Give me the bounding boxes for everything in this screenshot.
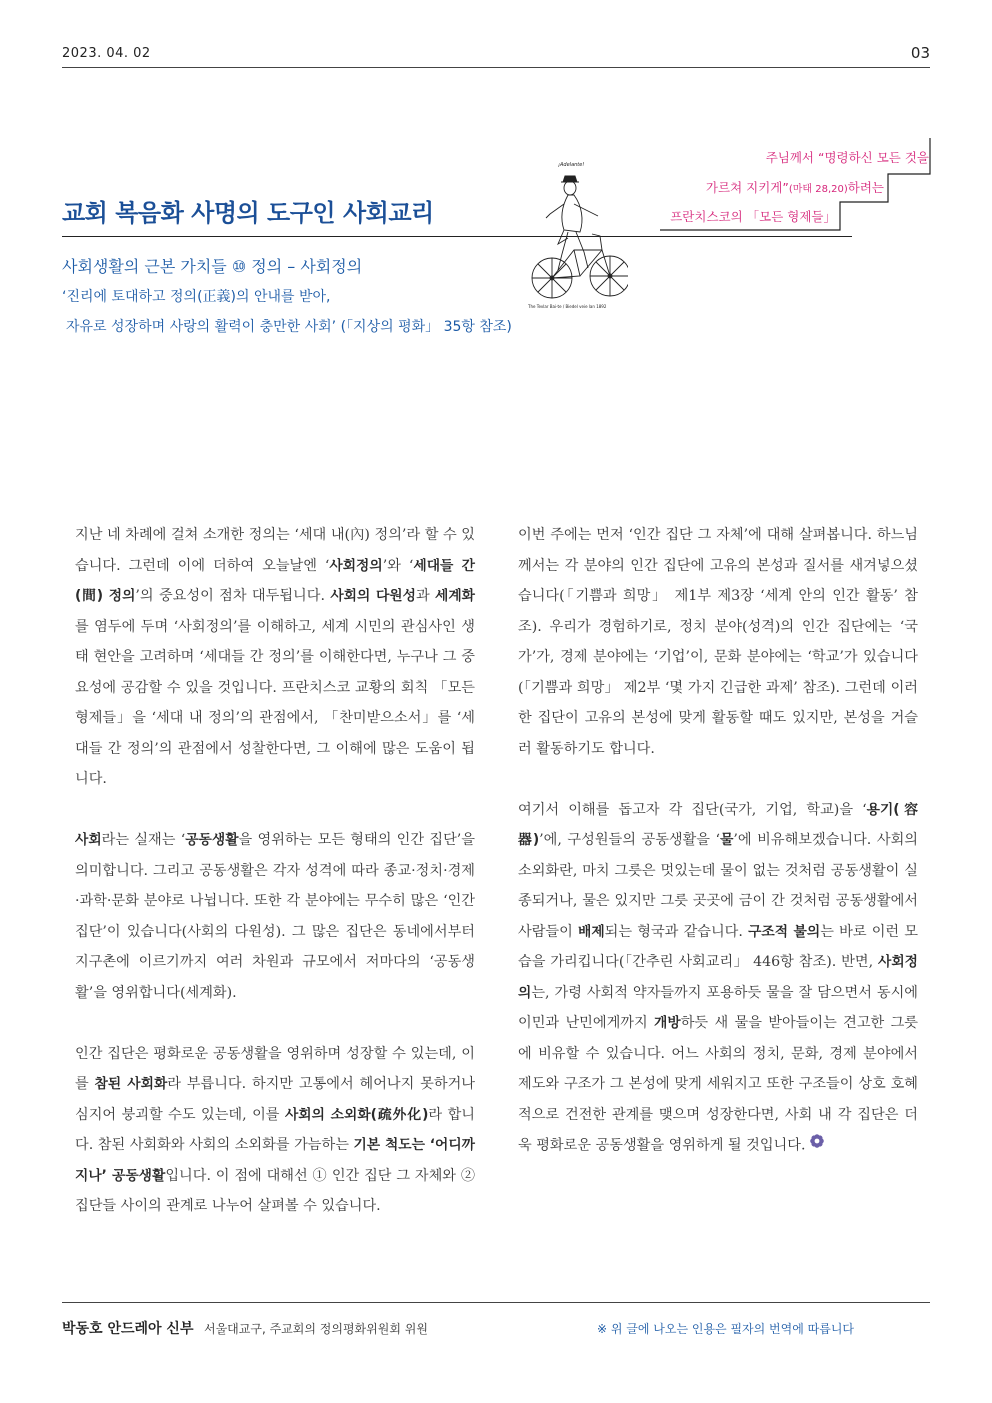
body-text: 과 [415,588,435,604]
quote-line-1: ‘진리에 토대하고 정의(正義)의 안내를 받아, [62,289,331,305]
emphasis-text: 사회 [75,832,102,848]
issue-date: 2023. 04. 02 [62,46,151,61]
body-text: ’에 비유해보겠습니다. 사회의 소외화란, 마치 그릇은 멋있는데 물이 없는 것처럼 공동생활이 실종되거나, 물은 있지만 그릇 곳곳에 금이 간 것처럼 공동생활에서 사람들이 [518,832,918,940]
emphasis-text: 물 [720,832,734,848]
body-text: 를 염두에 두며 ‘사회정의’를 이해하고, 세계 시민의 관심사인 생태 현안을 고려하며 ‘세대들 간 정의’를 이해한다면, 누구나 그 중요성에 공감할 수 있을 것입니다. 프란치스코 교황의 회칙 「모든 형제들」을 ‘세대 내 정의’의 관점에서, 「찬미받으소서」를 ‘세대들 간 정의’의 관점에서 성찰한다면, 그 이해에 많은 도움이 됩니다. [75,618,475,787]
body-text: 이번 주에는 먼저 ‘인간 집단 그 자체’에 대해 살펴봅니다. 하느님께서는 각 분야의 인간 집단에 고유의 본성과 질서를 새겨넣으셨습니다(「기쁨과 희망」 제1부 제3장 ‘세계 안의 인간 활동’ 참조). 우리가 경험하기로, 정치 분야(성격)의 인간 집단에는 ‘국가’가, 경제 분야에는 ‘기업’이, 문화 분야에는 ‘학교’가 있습니다(「기쁨과 희망」 제2부 ‘몇 가지 긴급한 과제’ 참조). 그런데 이러한 집단이 고유의 본성에 맞게 활동할 때도 있지만, 본성을 거슬러 활동하기도 합니다. [518,527,918,757]
page-number: 03 [910,44,930,62]
body-text: 는, 가령 사회적 약자들까지 포용하듯 물을 잘 담으면서 동시에 이민과 난민에게까지 [518,984,918,1031]
emphasis-text: 구조적 불의 [748,923,821,940]
body-text: 라 합니다. 참된 사회화와 사회의 소외화를 가늠하는 [75,1106,475,1153]
emphasis-text: 사회의 다원성 [330,588,416,604]
body-text: 입니다. 이 점에 대해선 ① 인간 집단 그 자체와 ② 집단들 사이의 관계로 나누어 살펴볼 수 있습니다. [75,1167,476,1214]
sidebar-line-2-tail: 하려는 [847,180,884,195]
body-text: 여기서 이해를 돕고자 각 집단(국가, 기업, 학교)을 ‘ [518,801,867,818]
article-subtitle: 사회생활의 근본 가치들 ⑩ 정의 – 사회정의 [62,257,363,276]
sidebar-line-1: 주님께서 “명령하신 모든 것을 [765,150,929,165]
paragraph [75,520,475,795]
body-text: 하듯 새 물을 받아들이는 견고한 그릇에 비유할 수 있습니다. 어느 사회의 정치, 문화, 경제 분야에서 제도와 구조가 그 본성에 맞게 세워지고 또한 구조들이 상호 호혜적으로 건전한 관계를 맺으며 성장한다면, 사회 내 각 집단은 더욱 평화로운 공동생활을 영위하게 될 것입니다. [518,1015,918,1154]
left-column [75,520,475,1222]
author-name: 박동호 안드레아 신부 [62,1321,194,1337]
emphasis-text: 세대들 간(間) 정의 [75,557,475,604]
emphasis-text: 사회정의 [329,557,383,574]
emphasis-text: 배제 [578,923,605,940]
body-text: 지난 네 차례에 걸쳐 소개한 정의는 ‘세대 내(內) 정의’라 할 수 있습니다. 그런데 이에 더하여 오늘날엔 ‘ [75,527,475,574]
emphasis-text: 공동생활 [185,832,239,848]
right-column [518,520,918,1161]
body-text: ’의 중요성이 점차 대두됩니다. [135,588,331,604]
body-text: ’에, 구성원들의 공동생활을 ‘ [539,832,721,848]
sidebar-line-2-ref: (마태 28,20) [788,184,848,195]
author-role: 서울대교구, 주교회의 정의평화위원회 위원 [204,1322,428,1336]
emphasis-text: 기본 척도는 ‘어디까지나’ 공동생활 [75,1137,475,1184]
sidebar-line-2-main: 가르쳐 지키게” [705,180,789,195]
body-text: 는 바로 이런 모습을 가리킵니다(「간추린 사회교리」 446항 참조). 반면, [518,923,919,970]
paragraph [75,1039,475,1222]
body-text: 되는 형국과 같습니다. [604,923,749,940]
body-text: 인간 집단은 평화로운 공동생활을 영위하며 성장할 수 있는데, 이를 [75,1045,475,1092]
emphasis-text: 사회정의 [518,954,918,1001]
emphasis-text: 참된 사회화 [94,1076,168,1092]
header-divider [62,67,930,68]
paragraph [518,795,918,1161]
emphasis-text: 용기(容器) [518,801,918,848]
paragraph [75,825,475,1008]
bicycle-rider-illustration [528,158,628,318]
title-divider [62,236,852,237]
emphasis-text: 개방 [654,1015,681,1031]
emphasis-text: 사회의 소외화(疏外化) [284,1106,429,1123]
footer-divider [62,1302,930,1303]
sidebar-line-2 [706,178,884,196]
translation-note: ※ 위 글에 나오는 인용은 필자의 번역에 따릅니다 [597,1322,855,1336]
body-text: ’와 ‘ [382,557,414,574]
body-text: 라 부릅니다. 하지만 고통에서 헤어나지 못하거나 심지어 붕괴할 수도 있는데, 이를 [75,1076,475,1123]
quote-line-2: 자유로 성장하며 사랑의 활력이 충만한 사회’ (「지상의 평화」 35항 참조) [66,319,512,335]
body-text: 라는 실재는 ‘ [101,832,186,848]
sidebar-line-3: 프란치스코의 「모든 형제들」 [670,209,836,224]
illustration-caption-top: ¡Adelante! [558,162,585,168]
illustration-caption-bottom: The Tevlar Bai-te / Biedel veie lan 1892 [528,304,607,309]
body-text: 을 영위하는 모든 형태의 인간 집단’을 의미합니다. 그리고 공동생활은 각자 성격에 따라 종교·정치·경제·과학·문화 분야로 나뉩니다. 또한 각 분야에는 무수히 많은 ‘인간 집단’이 있습니다(사회의 다원성). 그 많은 집단은 동네에서부터 지구촌에 이르기까지 여러 차원과 규모에서 저마다의 ‘공동생활’을 영위합니다(세계화). [75,832,475,1001]
flower-icon [809,1130,825,1161]
emphasis-text: 세계화 [435,588,475,604]
paragraph [518,520,918,764]
article-title: 교회 복음화 사명의 도구인 사회교리 [62,199,434,227]
